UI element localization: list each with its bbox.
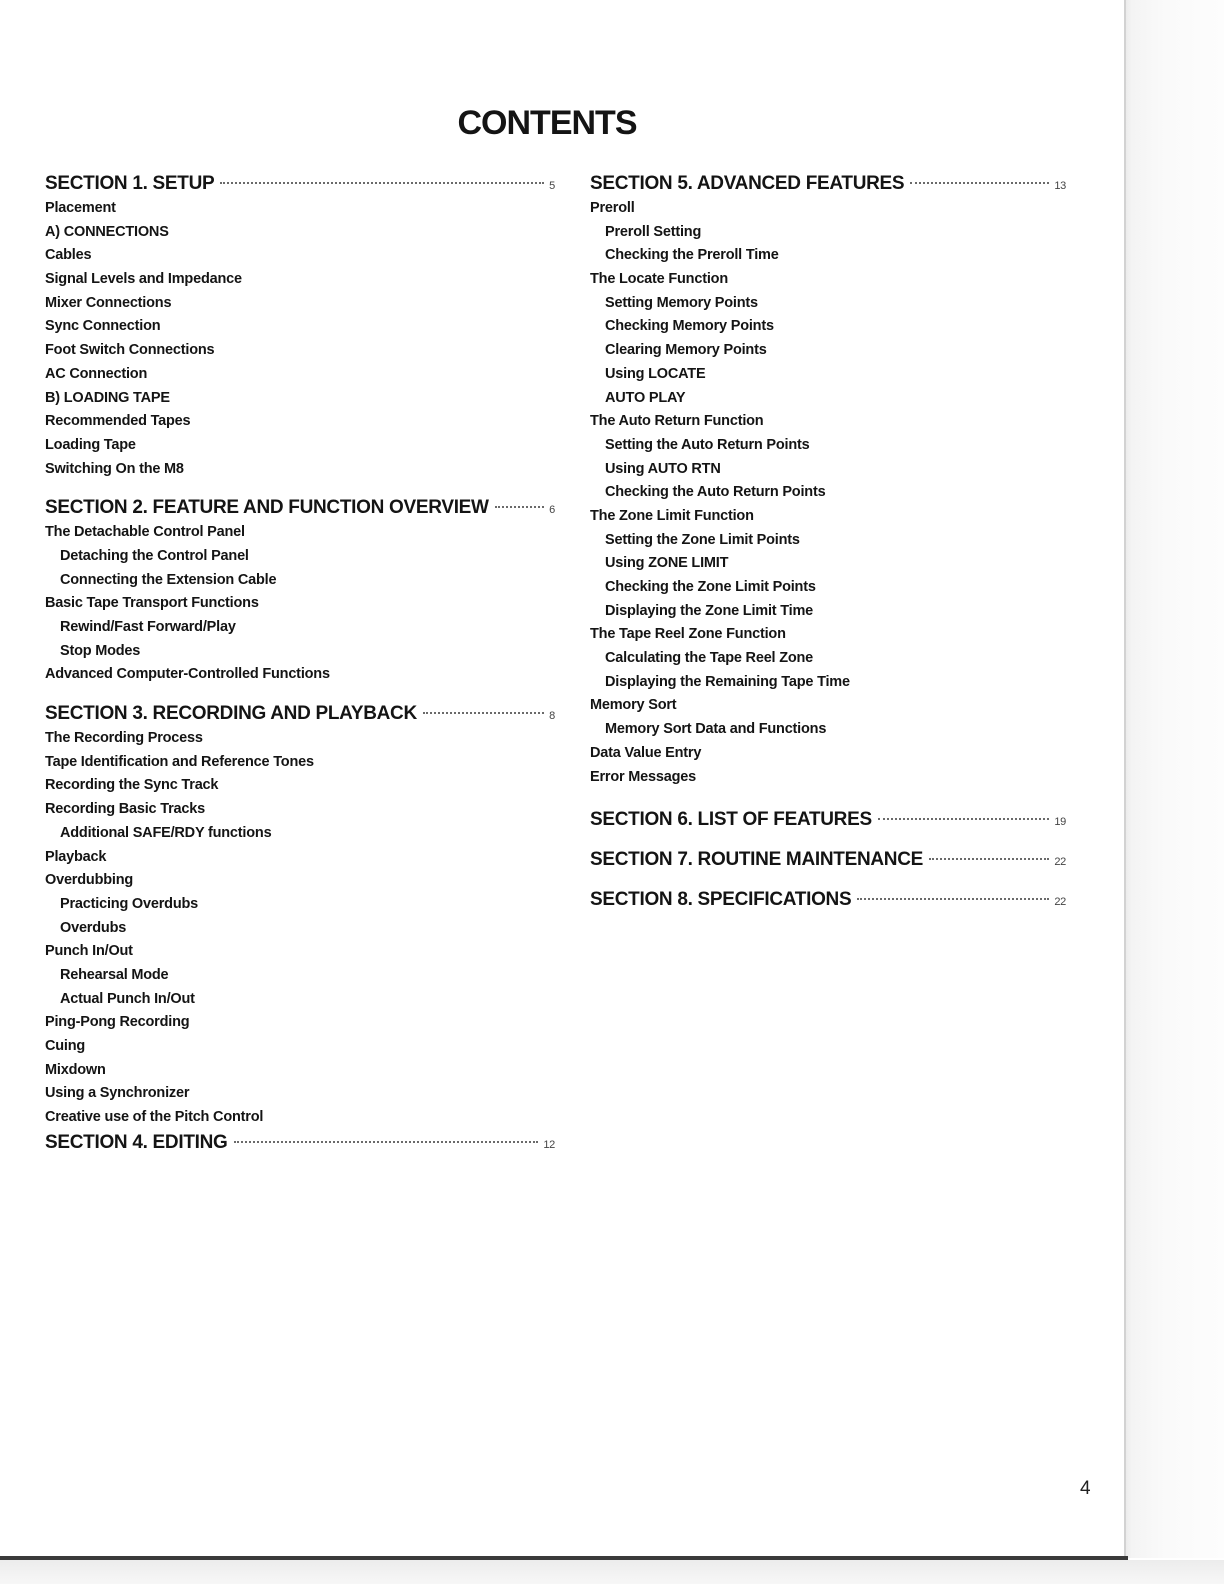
- section-title: SECTION 7. ROUTINE MAINTENANCE: [590, 849, 924, 871]
- toc-list-section-1: [45, 197, 555, 481]
- leader-dots: [929, 858, 1049, 860]
- section-page-number: 22: [1054, 856, 1066, 869]
- toc-entry[interactable]: Recommended Tapes: [45, 413, 191, 430]
- toc-subentry[interactable]: Checking the Auto Return Points: [605, 484, 826, 501]
- section-page-number: 5: [549, 180, 555, 192]
- leader-dots: [910, 182, 1049, 184]
- toc-entry[interactable]: Foot Switch Connections: [45, 342, 215, 359]
- section-title: SECTION 8. SPECIFICATIONS: [590, 889, 852, 911]
- toc-subentry[interactable]: Setting Memory Points: [605, 294, 758, 311]
- toc-subentry[interactable]: Clearing Memory Points: [605, 342, 767, 359]
- toc-entry[interactable]: Ping-Pong Recording: [45, 1014, 190, 1031]
- toc-entry[interactable]: Creative use of the Pitch Control: [45, 1109, 264, 1126]
- toc-subentry[interactable]: Memory Sort Data and Functions: [605, 721, 827, 738]
- section-title: SECTION 5. ADVANCED FEATURES: [590, 173, 905, 194]
- toc-subentry[interactable]: Overdubs: [60, 919, 127, 936]
- toc-entry[interactable]: The Recording Process: [45, 730, 203, 747]
- toc-entry[interactable]: Mixdown: [45, 1061, 106, 1078]
- leader-dots: [857, 898, 1049, 900]
- toc-subentry[interactable]: Additional SAFE/RDY functions: [60, 824, 272, 841]
- toc-subentry[interactable]: Calculating the Tape Reel Zone: [605, 650, 814, 667]
- toc-section-7[interactable]: [590, 847, 1066, 873]
- toc-list-section-2: [45, 521, 555, 687]
- toc-entry[interactable]: The Zone Limit Function: [590, 507, 754, 524]
- spacer: [45, 687, 555, 701]
- spacer: [590, 873, 1066, 887]
- page-number: 4: [1080, 1478, 1091, 1499]
- toc-list-section-5: [590, 197, 1066, 789]
- toc-subentry[interactable]: Setting the Auto Return Points: [605, 436, 810, 453]
- toc-entry[interactable]: Basic Tape Transport Functions: [45, 595, 259, 612]
- toc-entry[interactable]: Recording the Sync Track: [45, 777, 219, 794]
- toc-entry[interactable]: Using a Synchronizer: [45, 1085, 190, 1102]
- toc-entry[interactable]: The Locate Function: [590, 271, 728, 288]
- leader-dots: [495, 506, 544, 508]
- toc-entry[interactable]: Mixer Connections: [45, 294, 172, 311]
- section-title: SECTION 3. RECORDING AND PLAYBACK: [45, 703, 417, 725]
- leader-dots: [878, 818, 1050, 820]
- toc-subentry[interactable]: Detaching the Control Panel: [60, 547, 249, 564]
- toc-section-3[interactable]: [45, 701, 555, 727]
- toc-entry[interactable]: Punch In/Out: [45, 943, 133, 960]
- toc-entry[interactable]: Error Messages: [590, 768, 697, 785]
- leader-dots: [234, 1141, 539, 1143]
- toc-left-column: [45, 171, 555, 1156]
- scan-page-edge: [1124, 0, 1224, 1558]
- toc-subentry[interactable]: Setting the Zone Limit Points: [605, 531, 800, 548]
- toc-subentry[interactable]: Connecting the Extension Cable: [60, 571, 277, 588]
- toc-entry[interactable]: Placement: [45, 200, 116, 216]
- toc-entry[interactable]: Preroll: [590, 200, 635, 216]
- section-page-number: 6: [549, 504, 555, 517]
- page-title: CONTENTS: [457, 104, 637, 142]
- toc-section-4[interactable]: [45, 1130, 555, 1156]
- scan-bottom-margin: [0, 1560, 1224, 1584]
- spacer: [590, 833, 1066, 847]
- toc-entry[interactable]: The Auto Return Function: [590, 413, 764, 430]
- toc-right-column: [590, 171, 1066, 913]
- toc-entry[interactable]: Loading Tape: [45, 436, 136, 453]
- toc-entry[interactable]: AC Connection: [45, 365, 148, 382]
- spacer: [45, 481, 555, 495]
- toc-subentry[interactable]: Rewind/Fast Forward/Play: [60, 619, 236, 635]
- toc-entry[interactable]: Tape Identification and Reference Tones: [45, 753, 314, 770]
- toc-entry[interactable]: Signal Levels and Impedance: [45, 271, 242, 288]
- toc-subentry[interactable]: Using LOCATE: [605, 365, 706, 382]
- toc-subentry[interactable]: Stop Modes: [60, 642, 141, 659]
- toc-subentry[interactable]: Using AUTO RTN: [605, 460, 721, 477]
- toc-section-8[interactable]: [590, 887, 1066, 913]
- leader-dots: [423, 712, 544, 714]
- toc-subentry[interactable]: Checking Memory Points: [605, 318, 774, 335]
- toc-subentry[interactable]: Checking the Preroll Time: [605, 247, 779, 264]
- toc-entry[interactable]: Cuing: [45, 1038, 86, 1054]
- section-page-number: 12: [543, 1138, 555, 1151]
- section-title: SECTION 2. FEATURE AND FUNCTION OVERVIEW: [45, 497, 489, 519]
- toc-entry[interactable]: The Detachable Control Panel: [45, 524, 245, 541]
- toc-entry[interactable]: Advanced Computer-Controlled Functions: [45, 666, 330, 683]
- spacer: [590, 789, 1066, 807]
- toc-entry[interactable]: A) CONNECTIONS: [45, 223, 169, 240]
- toc-entry[interactable]: Overdubbing: [45, 872, 134, 889]
- section-title: SECTION 6. LIST OF FEATURES: [590, 809, 872, 831]
- toc-entry[interactable]: Switching On the M8: [45, 460, 184, 477]
- toc-subentry[interactable]: Preroll Setting: [605, 223, 702, 240]
- toc-subentry[interactable]: Checking the Zone Limit Points: [605, 579, 816, 595]
- leader-dots: [220, 182, 544, 184]
- toc-entry[interactable]: Recording Basic Tracks: [45, 801, 206, 818]
- toc-entry[interactable]: B) LOADING TAPE: [45, 389, 170, 406]
- section-page-number: 13: [1054, 180, 1066, 192]
- toc-section-2[interactable]: [45, 495, 555, 521]
- toc-subentry[interactable]: Actual Punch In/Out: [60, 990, 195, 1007]
- toc-subentry[interactable]: Practicing Overdubs: [60, 895, 199, 912]
- toc-list-section-3: [45, 727, 555, 1130]
- section-title: SECTION 4. EDITING: [45, 1131, 228, 1153]
- toc-entry[interactable]: Data Value Entry: [590, 744, 702, 761]
- section-page-number: 19: [1054, 816, 1066, 829]
- toc-subentry[interactable]: Rehearsal Mode: [60, 966, 169, 983]
- toc-entry[interactable]: Cables: [45, 247, 92, 264]
- toc-subentry[interactable]: AUTO PLAY: [605, 389, 686, 406]
- toc-entry[interactable]: Sync Connection: [45, 318, 161, 335]
- toc-entry[interactable]: Memory Sort: [590, 697, 677, 714]
- section-title: SECTION 1. SETUP: [45, 173, 215, 194]
- section-page-number: 8: [549, 710, 555, 723]
- toc-entry[interactable]: Playback: [45, 848, 107, 865]
- toc-section-5[interactable]: [590, 171, 1066, 197]
- section-page-number: 22: [1054, 896, 1066, 909]
- toc-entry[interactable]: The Tape Reel Zone Function: [590, 626, 786, 643]
- toc-subentry[interactable]: Displaying the Zone Limit Time: [605, 602, 814, 619]
- toc-subentry[interactable]: Using ZONE LIMIT: [605, 555, 729, 572]
- toc-section-6[interactable]: [590, 807, 1066, 833]
- toc-subentry[interactable]: Displaying the Remaining Tape Time: [605, 673, 850, 690]
- toc-section-1[interactable]: [45, 171, 555, 197]
